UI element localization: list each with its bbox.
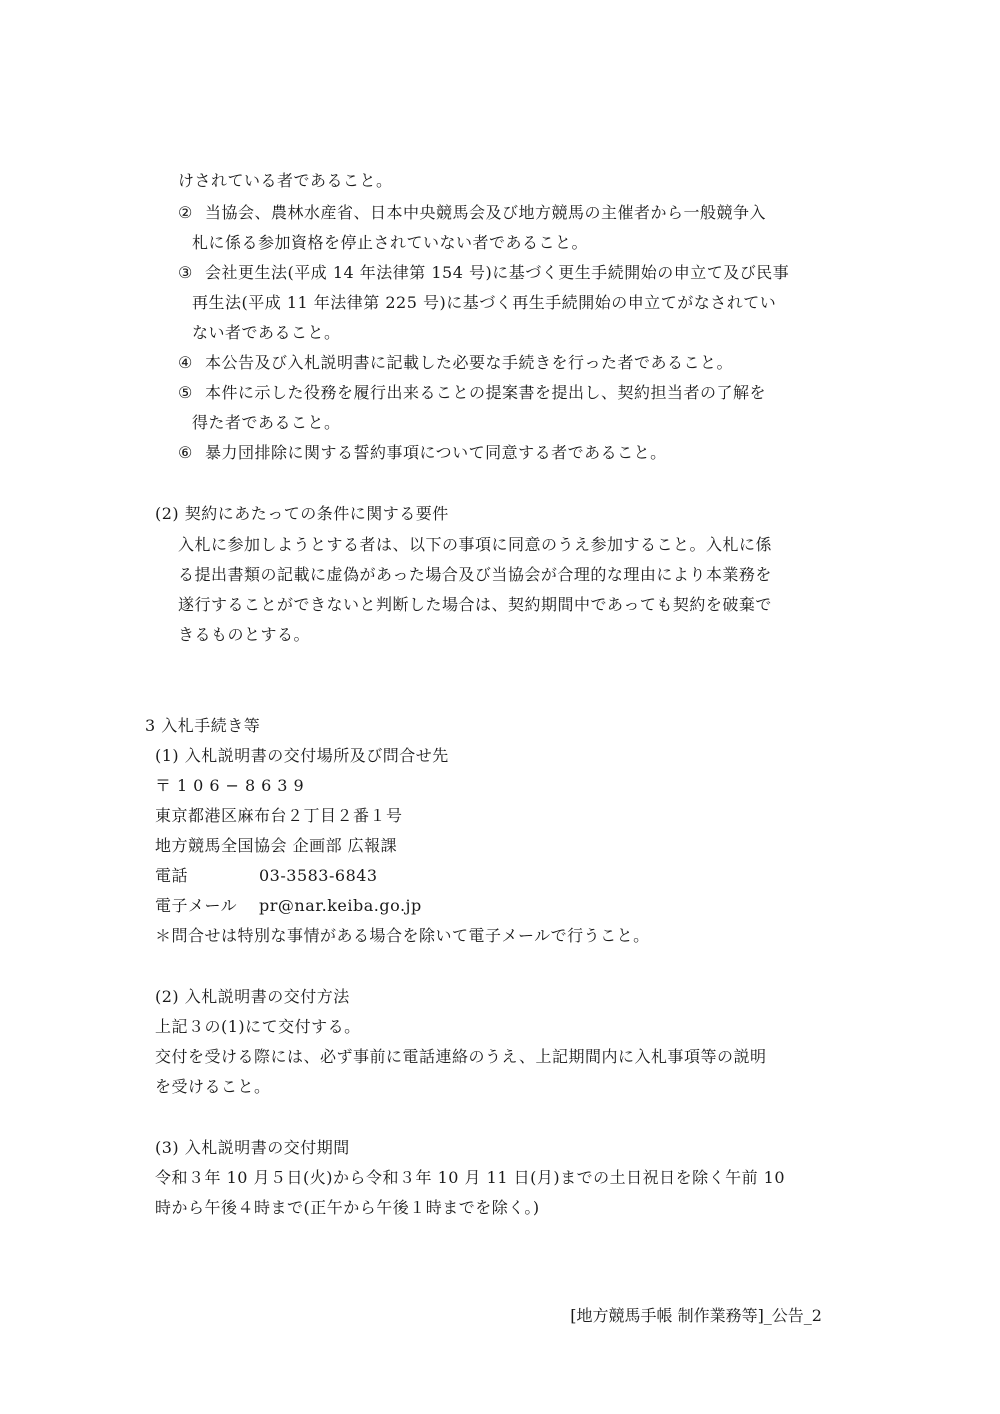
subsection-2-paragraph-line-1: 入札に参加しようとする者は、以下の事項に同意のうえ参加すること。入札に係 <box>178 535 773 554</box>
list-item-5-line-1: 本件に示した役務を履行出来ることの提案書を提出し、契約担当者の了解を <box>205 383 767 402</box>
list-item-5-line-2: 得た者であること。 <box>192 413 341 432</box>
list-item-3-marker: ③ <box>178 263 193 282</box>
section-3-heading: 3 入札手続き等 <box>145 716 261 735</box>
list-item-2-line-2: 札に係る参加資格を停止されていない者であること。 <box>192 233 589 252</box>
section-3-sub-2-line-3: を受けること。 <box>155 1077 271 1096</box>
tel-label: 電話 <box>155 866 189 885</box>
contact-note: ＊問合せは特別な事情がある場合を除いて電子メールで行うこと。 <box>155 926 650 945</box>
list-item-4-line-1: 本公告及び入札説明書に記載した必要な手続きを行った者であること。 <box>205 353 734 372</box>
list-item-5-marker: ⑤ <box>178 383 193 402</box>
section-3-sub-3-line-1: 令和３年 10 月５日(火)から令和３年 10 月 11 日(月)までの土日祝日を除く午前 10 <box>155 1168 786 1187</box>
section-3-sub-2-line-2: 交付を受ける際には、必ず事前に電話連絡のうえ、上記期間内に入札事項等の説明 <box>155 1047 767 1066</box>
subsection-2-heading: (2) 契約にあたっての条件に関する要件 <box>155 504 449 523</box>
list-item-3-line-3: ない者であること。 <box>192 323 341 342</box>
address: 東京都港区麻布台２丁目２番１号 <box>155 806 403 825</box>
subsection-2-paragraph-line-3: 遂行することができないと判断した場合は、契約期間中であっても契約を破棄で <box>178 595 772 614</box>
section-3-sub-2-heading: (2) 入札説明書の交付方法 <box>155 987 350 1006</box>
mail-value: pr@nar.keiba.go.jp <box>259 896 422 915</box>
item1-continuation: けされている者であること。 <box>178 171 393 190</box>
section-3-sub-2-line-1: 上記３の(1)にて交付する。 <box>155 1017 361 1036</box>
mail-label: 電子メール <box>155 896 238 915</box>
section-3-sub-1-heading: (1) 入札説明書の交付場所及び問合せ先 <box>155 746 449 765</box>
subsection-2-paragraph-line-2: る提出書類の記載に虚偽があった場合及び当協会が合理的な理由により本業務を <box>178 565 772 584</box>
page-footer: [地方競馬手帳 制作業務等]_公告_2 <box>570 1306 822 1325</box>
list-item-6-line-1: 暴力団排除に関する誓約事項について同意する者であること。 <box>205 443 667 462</box>
section-3-sub-3-heading: (3) 入札説明書の交付期間 <box>155 1138 350 1157</box>
list-item-2-line-1: 当協会、農林水産省、日本中央競馬会及び地方競馬の主催者から一般競争入 <box>205 203 767 222</box>
list-item-2-marker: ② <box>178 203 193 222</box>
list-item-3-line-1: 会社更生法(平成 14 年法律第 154 号)に基づく更生手続開始の申立て及び民事 <box>205 263 790 282</box>
list-item-6-marker: ⑥ <box>178 443 193 462</box>
organization: 地方競馬全国協会 企画部 広報課 <box>155 836 398 855</box>
list-item-3-line-2: 再生法(平成 11 年法律第 225 号)に基づく再生手続開始の申立てがなされてい <box>192 293 777 312</box>
subsection-2-paragraph-line-4: きるものとする。 <box>178 625 311 644</box>
postal-code: 〒106−8639 <box>155 776 310 795</box>
list-item-4-marker: ④ <box>178 353 193 372</box>
section-3-sub-3-line-2: 時から午後４時まで(正午から午後１時までを除く。) <box>155 1198 540 1217</box>
tel-value: 03-3583-6843 <box>259 866 378 885</box>
